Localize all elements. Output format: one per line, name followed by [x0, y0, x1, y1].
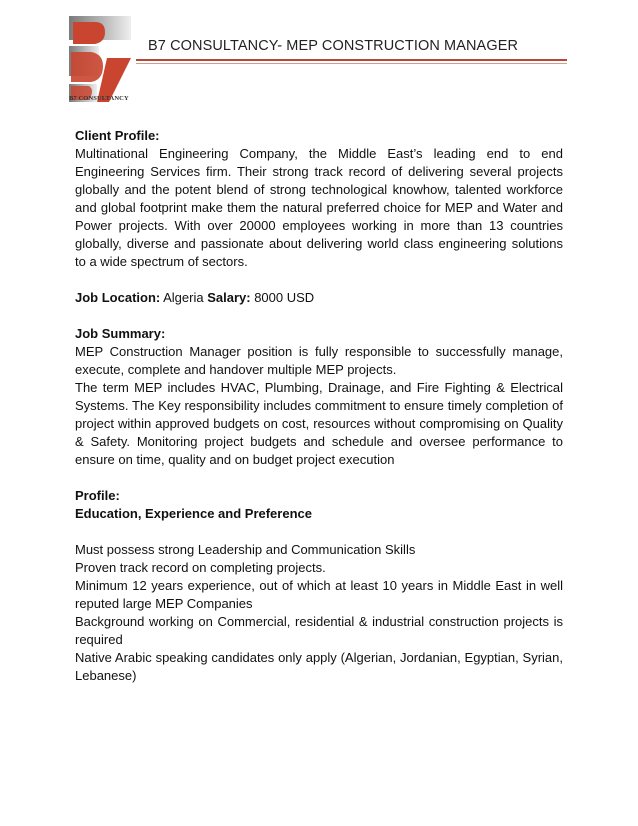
header-rule — [136, 59, 567, 61]
document-body — [75, 127, 563, 685]
client-profile-text: Multinational Engineering Company, the Middle East’s leading end to end Engineering Services firm. Their strong track record of delivering several projects globally and the potent blend of strong technological knowhow, talented workforce and global footprint make them the natural preferred choice for MEP and Water and Power projects. With over 20000 employees working in more than 13 countries globally, diverse and passionate about delivering world class engineering solutions to a wide spectrum of sectors. — [75, 146, 563, 269]
job-details-line — [75, 289, 563, 307]
header-rule-thin — [136, 63, 567, 64]
profile-item: Native Arabic speaking candidates only apply (Algerian, Jordanian, Egyptian, Syrian, Lebanese) — [75, 650, 563, 683]
spacer — [75, 307, 563, 325]
job-summary-heading: Job Summary: — [75, 326, 166, 341]
salary-label: Salary: — [207, 290, 251, 305]
job-location-value: Algeria — [160, 290, 208, 305]
header-title: B7 CONSULTANCY- MEP CONSTRUCTION MANAGER — [148, 38, 519, 54]
salary-value: 8000 USD — [250, 290, 315, 305]
client-profile-heading: Client Profile: — [75, 128, 160, 143]
b7-logo-icon — [69, 16, 135, 106]
profile-item: Minimum 12 years experience, out of which at least 10 years in Middle East in well reputed large MEP Companies — [75, 578, 563, 611]
spacer — [75, 271, 563, 289]
job-location-label: Job Location: — [75, 290, 161, 305]
profile-subheading: Education, Experience and Preference — [75, 506, 312, 521]
logo-text: B7 CONSULTANCY — [69, 95, 129, 102]
spacer — [75, 469, 563, 487]
job-summary-para-2: The term MEP includes HVAC, Plumbing, Drainage, and Fire Fighting & Electrical Systems. The Key responsibility includes commitment to ensure timely completion of project within approved budgets on cost, resources without compromising on Quality & Safety. Monitoring project budgets and schedule and oversee performance to ensure on time, quality and on budget project execution — [75, 380, 563, 467]
job-summary-para-1: MEP Construction Manager position is fully responsible to successfully manage, execute, complete and handover multiple MEP projects. — [75, 344, 563, 377]
profile-item: Proven track record on completing projects. — [75, 560, 326, 575]
profile-item: Must possess strong Leadership and Communication Skills — [75, 542, 416, 557]
profile-item: Background working on Commercial, residential & industrial construction projects is required — [75, 614, 563, 647]
spacer — [75, 523, 563, 541]
profile-heading: Profile: — [75, 488, 120, 503]
